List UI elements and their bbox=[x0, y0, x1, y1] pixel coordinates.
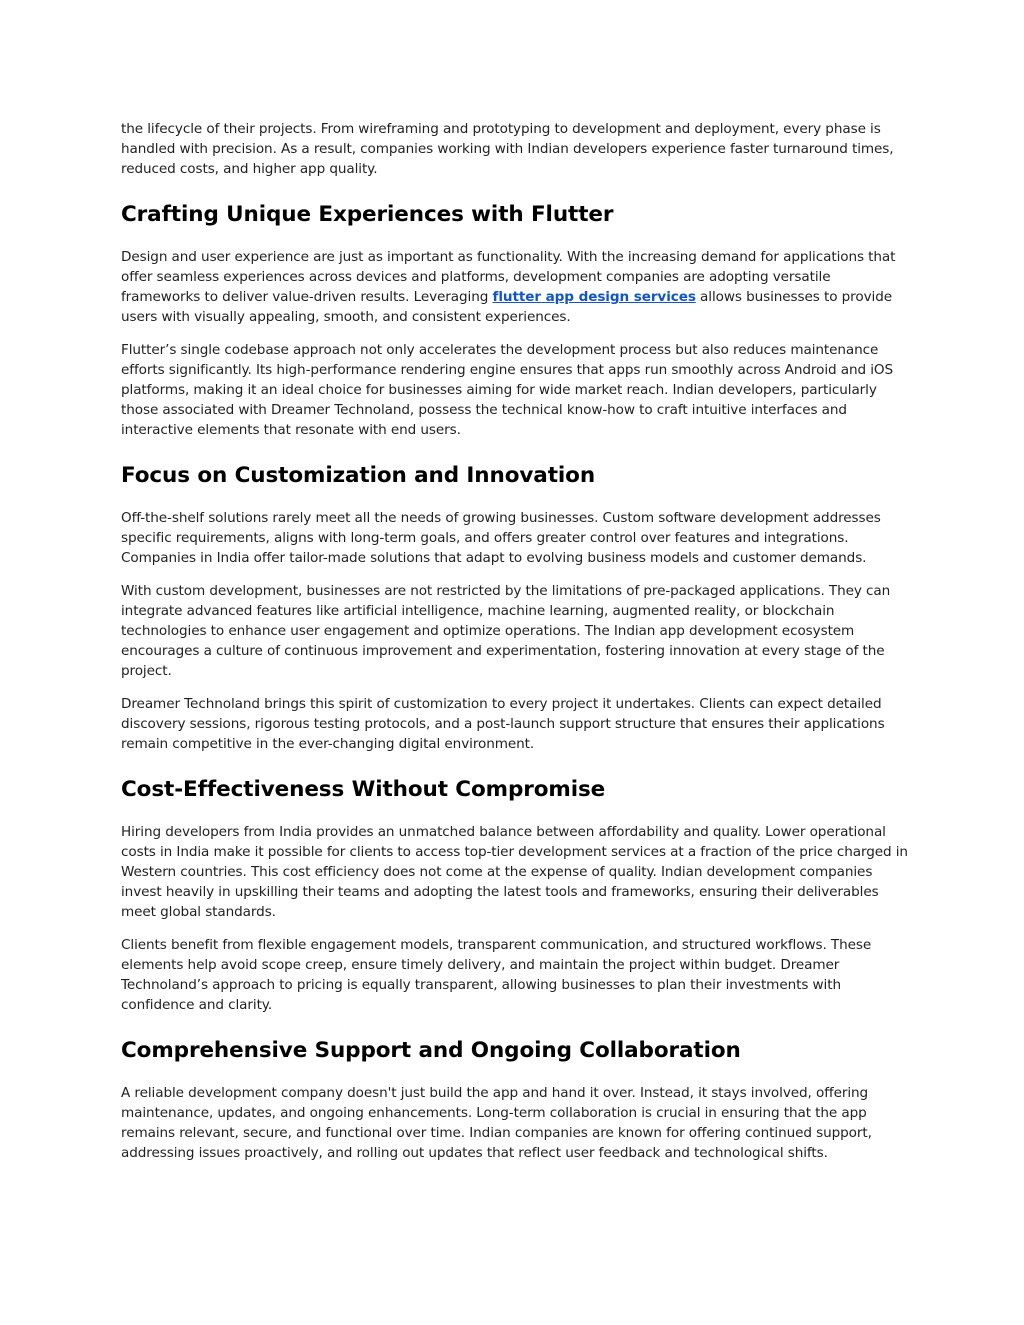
customization-paragraph-2: With custom development, businesses are not restricted by the limitations of pre-packaged applications. They can integrate advanced features like artificial intelligence, machine learning, augmented reality, or blockchain technologies to enhance user engagement and optimize operations. The Indian app development ecosystem encourages a culture of continuous improvement and experimentation, fostering innovation at every stage of the project. bbox=[121, 583, 891, 679]
flutter-paragraph-1 bbox=[121, 247, 911, 327]
section-heading-customization: Focus on Customization and Innovation bbox=[121, 463, 596, 488]
section-heading-cost: Cost-Effectiveness Without Compromise bbox=[121, 777, 606, 802]
document-page bbox=[121, 119, 911, 1176]
cost-paragraph-1: Hiring developers from India provides an unmatched balance between affordability and quality. Lower operational costs in India make it possible for clients to access top-tier development services at a fraction of the price charged in Western countries. This cost efficiency does not come at the expense of quality. Indian development companies invest heavily in upskilling their teams and adopting the latest tools and frameworks, ensuring their deliverables meet global standards. bbox=[121, 824, 908, 920]
flutter-app-design-services-link[interactable]: flutter app design services bbox=[492, 289, 696, 305]
section-flutter bbox=[121, 201, 911, 440]
customization-paragraph-3: Dreamer Technoland brings this spirit of customization to every project it undertakes. Clients can expect detailed discovery sessions, rigorous testing protocols, and a post-launch support structure that ensures their applications remain competitive in the ever-changing digital environment. bbox=[121, 696, 885, 752]
customization-paragraph-1: Off-the-shelf solutions rarely meet all the needs of growing businesses. Custom software development addresses specific requirements, aligns with long-term goals, and offers greater control over features and integrations. Companies in India offer tailor-made solutions that adapt to evolving business models and customer demands. bbox=[121, 510, 881, 566]
flutter-paragraph-2: Flutter’s single codebase approach not only accelerates the development process but also reduces maintenance efforts significantly. Its high-performance rendering engine ensures that apps run smoothly across Android and iOS platforms, making it an ideal choice for businesses aiming for wide market reach. Indian developers, particularly those associated with Dreamer Technoland, possess the technical know-how to craft intuitive interfaces and interactive elements that resonate with end users. bbox=[121, 342, 894, 438]
cost-paragraph-2: Clients benefit from flexible engagement models, transparent communication, and structured workflows. These elements help avoid scope creep, ensure timely delivery, and maintain the project within budget. Dreamer Technoland’s approach to pricing is equally transparent, allowing businesses to plan their investments with confidence and clarity. bbox=[121, 937, 872, 1013]
flutter-paragraph-1-after: allows businesses to provide users with visually appealing, smooth, and consistent experiences. bbox=[121, 289, 893, 325]
support-paragraph-1: A reliable development company doesn't just build the app and hand it over. Instead, it stays involved, offering maintenance, updates, and ongoing enhancements. Long-term collaboration is crucial in ensuring that the app remains relevant, secure, and functional over time. Indian companies are known for offering continued support, addressing issues proactively, and rolling out updates that reflect user feedback and technological shifts. bbox=[121, 1085, 872, 1161]
section-cost bbox=[121, 776, 911, 1015]
intro-paragraph: the lifecycle of their projects. From wireframing and prototyping to development and deployment, every phase is handled with precision. As a result, companies working with Indian developers experience faster turnaround times, reduced costs, and higher app quality. bbox=[121, 121, 894, 177]
flutter-paragraph-1-before: Design and user experience are just as important as functionality. With the increasing demand for applications that offer seamless experiences across devices and platforms, development companies are adopting versatile frameworks to deliver value-driven results. Leveraging bbox=[121, 249, 896, 305]
section-customization bbox=[121, 462, 911, 754]
section-heading-support: Comprehensive Support and Ongoing Collaboration bbox=[121, 1038, 741, 1063]
section-support bbox=[121, 1037, 911, 1163]
section-heading-flutter: Crafting Unique Experiences with Flutter bbox=[121, 202, 614, 227]
